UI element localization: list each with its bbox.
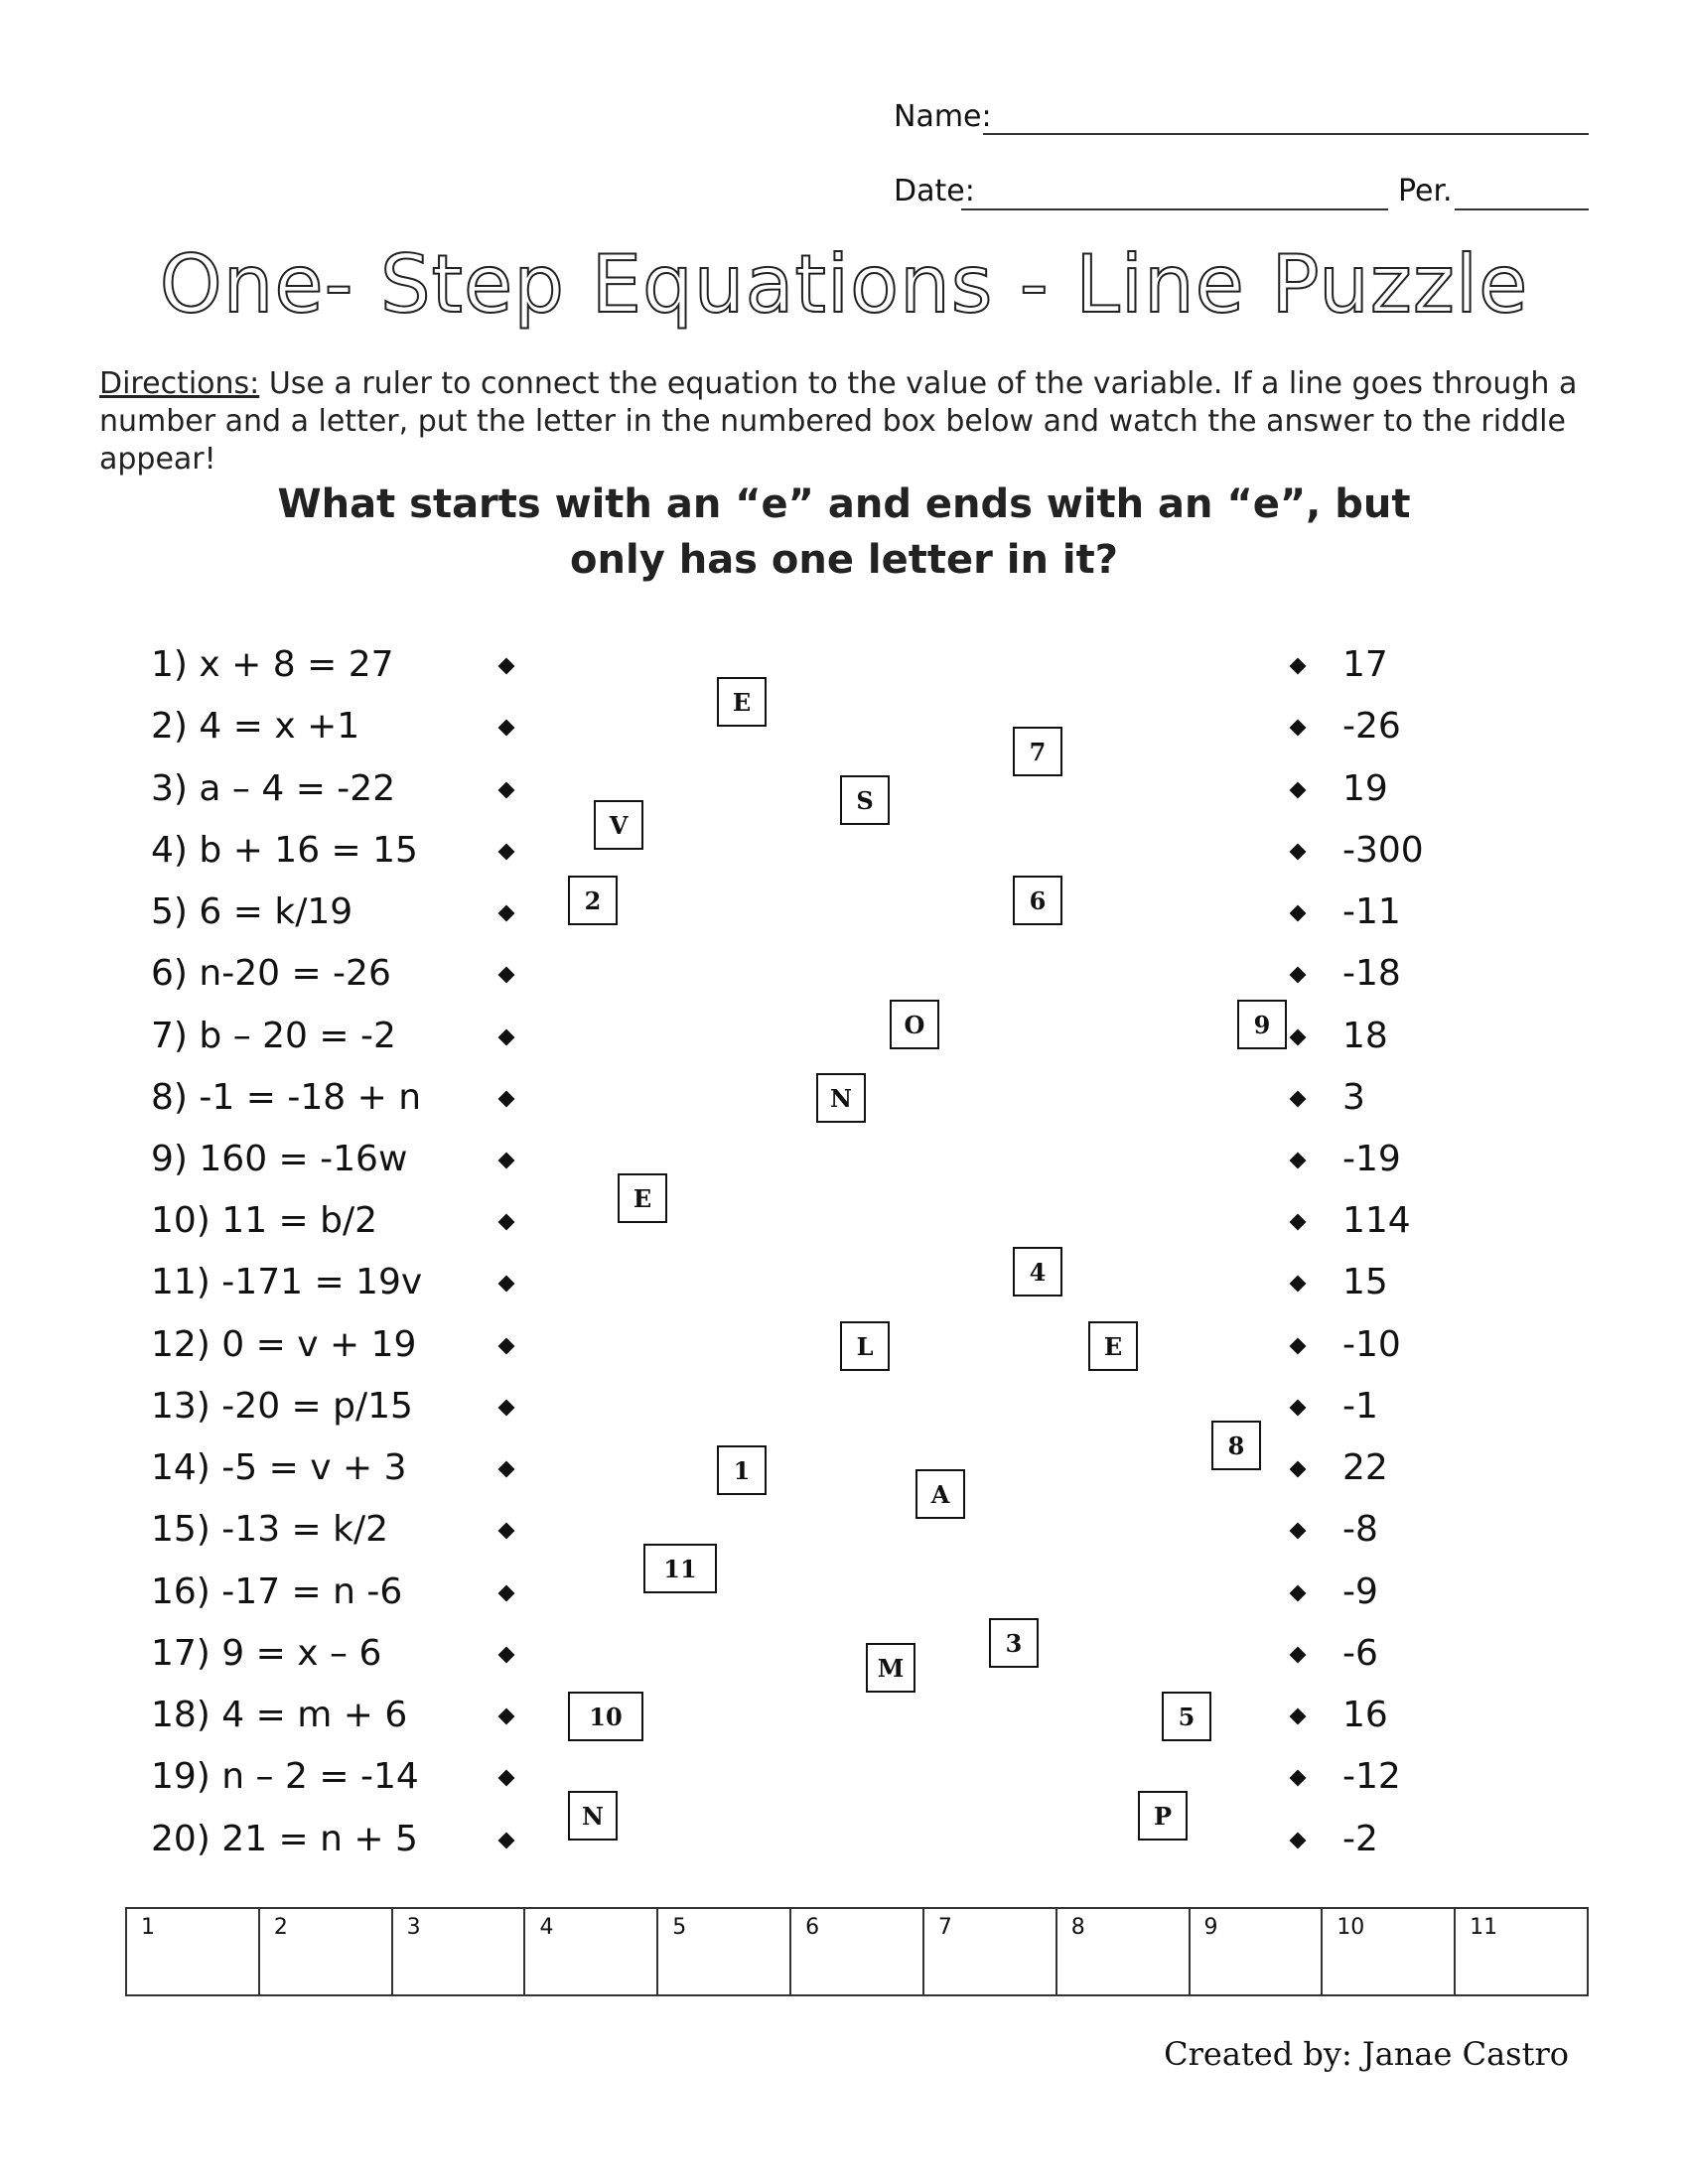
left-dot-6[interactable]: [498, 967, 515, 984]
left-dot-3[interactable]: [498, 782, 515, 799]
equation-8: 8) -1 = -18 + n: [151, 1077, 422, 1118]
answer-cell-number: 1: [141, 1915, 155, 1940]
left-dot-20[interactable]: [498, 1833, 515, 1849]
answer-cell-7[interactable]: [924, 1909, 1057, 1994]
answer-cell-number: 3: [406, 1915, 421, 1940]
equation-15: 15) -13 = k/2: [151, 1509, 389, 1550]
answer-cell-number: 10: [1336, 1915, 1365, 1940]
answer-value-20: -2: [1342, 1819, 1378, 1859]
answer-cell-1[interactable]: [127, 1909, 260, 1994]
puzzle-box-letter-n: N: [816, 1073, 866, 1123]
right-dot-2[interactable]: [1290, 720, 1307, 737]
directions-label: Directions:: [99, 366, 260, 401]
puzzle-box-letter-s: S: [840, 775, 890, 825]
equation-7: 7) b – 20 = -2: [151, 1016, 396, 1056]
name-field-line[interactable]: [983, 133, 1589, 135]
left-dot-11[interactable]: [498, 1276, 515, 1293]
equation-14: 14) -5 = v + 3: [151, 1447, 407, 1488]
right-dot-17[interactable]: [1290, 1647, 1307, 1664]
right-dot-6[interactable]: [1290, 967, 1307, 984]
equation-17: 17) 9 = x – 6: [151, 1633, 382, 1674]
answer-cell-number: 4: [539, 1915, 554, 1940]
left-dot-18[interactable]: [498, 1708, 515, 1725]
right-dot-15[interactable]: [1290, 1523, 1307, 1540]
date-field-line[interactable]: [961, 208, 1388, 210]
answer-value-7: 18: [1342, 1016, 1388, 1056]
answer-cell-11[interactable]: [1456, 1909, 1587, 1994]
right-dot-9[interactable]: [1290, 1153, 1307, 1169]
right-dot-18[interactable]: [1290, 1708, 1307, 1725]
puzzle-box-letter-l: L: [840, 1321, 890, 1371]
answer-cell-8[interactable]: [1057, 1909, 1191, 1994]
answer-cell-10[interactable]: [1323, 1909, 1456, 1994]
puzzle-box-letter-o: O: [890, 1000, 939, 1049]
answer-cell-number: 8: [1070, 1915, 1085, 1940]
left-dot-5[interactable]: [498, 905, 515, 922]
right-dot-1[interactable]: [1290, 658, 1307, 675]
answer-cell-9[interactable]: [1191, 1909, 1324, 1994]
equation-11: 11) -171 = 19v: [151, 1262, 423, 1302]
puzzle-box-letter-a: A: [915, 1469, 965, 1519]
left-dot-7[interactable]: [498, 1029, 515, 1046]
equation-1: 1) x + 8 = 27: [151, 644, 394, 685]
answer-cell-number: 6: [805, 1915, 820, 1940]
right-dot-7[interactable]: [1290, 1029, 1307, 1046]
answer-value-8: 3: [1342, 1077, 1365, 1118]
answer-cell-number: 7: [937, 1915, 952, 1940]
name-label: Name:: [894, 99, 992, 134]
directions: [99, 365, 1589, 478]
puzzle-box-number-11: 11: [643, 1544, 717, 1593]
right-dot-4[interactable]: [1290, 844, 1307, 861]
left-dot-4[interactable]: [498, 844, 515, 861]
left-dot-8[interactable]: [498, 1091, 515, 1108]
period-field-line[interactable]: [1455, 208, 1589, 210]
left-dot-1[interactable]: [498, 658, 515, 675]
puzzle-box-number-4: 4: [1013, 1247, 1062, 1297]
equation-13: 13) -20 = p/15: [151, 1386, 413, 1427]
puzzle-box-number-1: 1: [717, 1445, 767, 1495]
answer-value-13: -1: [1342, 1386, 1378, 1427]
answer-value-15: -8: [1342, 1509, 1378, 1550]
left-dot-13[interactable]: [498, 1400, 515, 1417]
riddle-line-1: What starts with an “e” and ends with an “e”, but: [277, 481, 1411, 527]
left-dot-16[interactable]: [498, 1585, 515, 1602]
puzzle-box-number-7: 7: [1013, 727, 1062, 776]
answer-value-17: -6: [1342, 1633, 1378, 1674]
answer-cell-2[interactable]: [260, 1909, 393, 1994]
answer-value-2: -26: [1342, 706, 1401, 747]
left-dot-14[interactable]: [498, 1461, 515, 1478]
puzzle-box-number-8: 8: [1211, 1421, 1261, 1470]
right-dot-19[interactable]: [1290, 1770, 1307, 1787]
equation-2: 2) 4 = x +1: [151, 706, 360, 747]
answer-cell-number: 11: [1470, 1915, 1498, 1940]
answer-value-9: -19: [1342, 1139, 1401, 1179]
puzzle-box-number-5: 5: [1162, 1692, 1211, 1741]
left-dot-19[interactable]: [498, 1770, 515, 1787]
right-dot-8[interactable]: [1290, 1091, 1307, 1108]
answer-value-19: -12: [1342, 1756, 1401, 1797]
equation-9: 9) 160 = -16w: [151, 1139, 408, 1179]
puzzle-box-letter-v: V: [594, 800, 643, 850]
right-dot-16[interactable]: [1290, 1585, 1307, 1602]
answer-value-14: 22: [1342, 1447, 1388, 1488]
answer-value-5: -11: [1342, 891, 1401, 932]
directions-text: Use a ruler to connect the equation to the value of the variable. If a line goes through a number and a letter, put the letter in the numbered box below and watch the answer to the riddle appear!: [99, 366, 1578, 477]
equation-5: 5) 6 = k/19: [151, 891, 353, 932]
puzzle-box-letter-n: N: [568, 1791, 618, 1841]
answer-cell-number: 9: [1203, 1915, 1218, 1940]
answer-cell-5[interactable]: [658, 1909, 791, 1994]
answer-table: [125, 1907, 1589, 1996]
puzzle-box-letter-e: E: [1088, 1321, 1138, 1371]
puzzle-box-number-10: 10: [568, 1692, 643, 1741]
right-dot-13[interactable]: [1290, 1400, 1307, 1417]
equation-4: 4) b + 16 = 15: [151, 830, 418, 871]
right-dot-3[interactable]: [1290, 782, 1307, 799]
answer-value-6: -18: [1342, 953, 1401, 994]
puzzle-box-letter-e: E: [618, 1173, 667, 1223]
page-title: One- Step Equations - Line Puzzle: [159, 238, 1529, 331]
answer-cell-number: 5: [672, 1915, 687, 1940]
answer-value-11: 15: [1342, 1262, 1388, 1302]
left-dot-9[interactable]: [498, 1153, 515, 1169]
equation-3: 3) a – 4 = -22: [151, 768, 396, 809]
puzzle-box-number-2: 2: [568, 876, 618, 925]
right-dot-14[interactable]: [1290, 1461, 1307, 1478]
answer-value-1: 17: [1342, 644, 1388, 685]
date-label: Date:: [894, 174, 975, 208]
puzzle-box-letter-e: E: [717, 677, 767, 727]
equation-18: 18) 4 = m + 6: [151, 1695, 408, 1735]
equation-16: 16) -17 = n -6: [151, 1571, 403, 1612]
answer-value-18: 16: [1342, 1695, 1388, 1735]
right-dot-10[interactable]: [1290, 1214, 1307, 1231]
riddle: [0, 477, 1688, 588]
answer-cell-3[interactable]: [393, 1909, 526, 1994]
credit-text: Created by: Janae Castro: [1164, 2035, 1569, 2073]
answer-value-4: -300: [1342, 830, 1424, 871]
puzzle-box-number-6: 6: [1013, 876, 1062, 925]
answer-value-10: 114: [1342, 1200, 1411, 1241]
answer-value-16: -9: [1342, 1571, 1378, 1612]
left-dot-12[interactable]: [498, 1338, 515, 1355]
riddle-line-2: only has one letter in it?: [570, 537, 1118, 583]
left-dot-10[interactable]: [498, 1214, 515, 1231]
puzzle-box-number-9: 9: [1237, 1000, 1287, 1049]
equation-10: 10) 11 = b/2: [151, 1200, 378, 1241]
left-dot-2[interactable]: [498, 720, 515, 737]
puzzle-box-letter-m: M: [866, 1643, 915, 1693]
puzzle-box-letter-p: P: [1138, 1791, 1188, 1841]
answer-cell-4[interactable]: [525, 1909, 658, 1994]
left-dot-15[interactable]: [498, 1523, 515, 1540]
answer-cell-number: 2: [273, 1915, 288, 1940]
period-label: Per.: [1398, 174, 1453, 208]
puzzle-box-number-3: 3: [989, 1618, 1039, 1668]
answer-value-12: -10: [1342, 1324, 1401, 1365]
right-dot-12[interactable]: [1290, 1338, 1307, 1355]
equation-12: 12) 0 = v + 19: [151, 1324, 417, 1365]
left-dot-17[interactable]: [498, 1647, 515, 1664]
answer-value-3: 19: [1342, 768, 1388, 809]
equation-6: 6) n-20 = -26: [151, 953, 391, 994]
right-dot-20[interactable]: [1290, 1833, 1307, 1849]
equation-20: 20) 21 = n + 5: [151, 1819, 418, 1859]
answer-cell-6[interactable]: [791, 1909, 924, 1994]
right-dot-5[interactable]: [1290, 905, 1307, 922]
right-dot-11[interactable]: [1290, 1276, 1307, 1293]
equation-19: 19) n – 2 = -14: [151, 1756, 419, 1797]
